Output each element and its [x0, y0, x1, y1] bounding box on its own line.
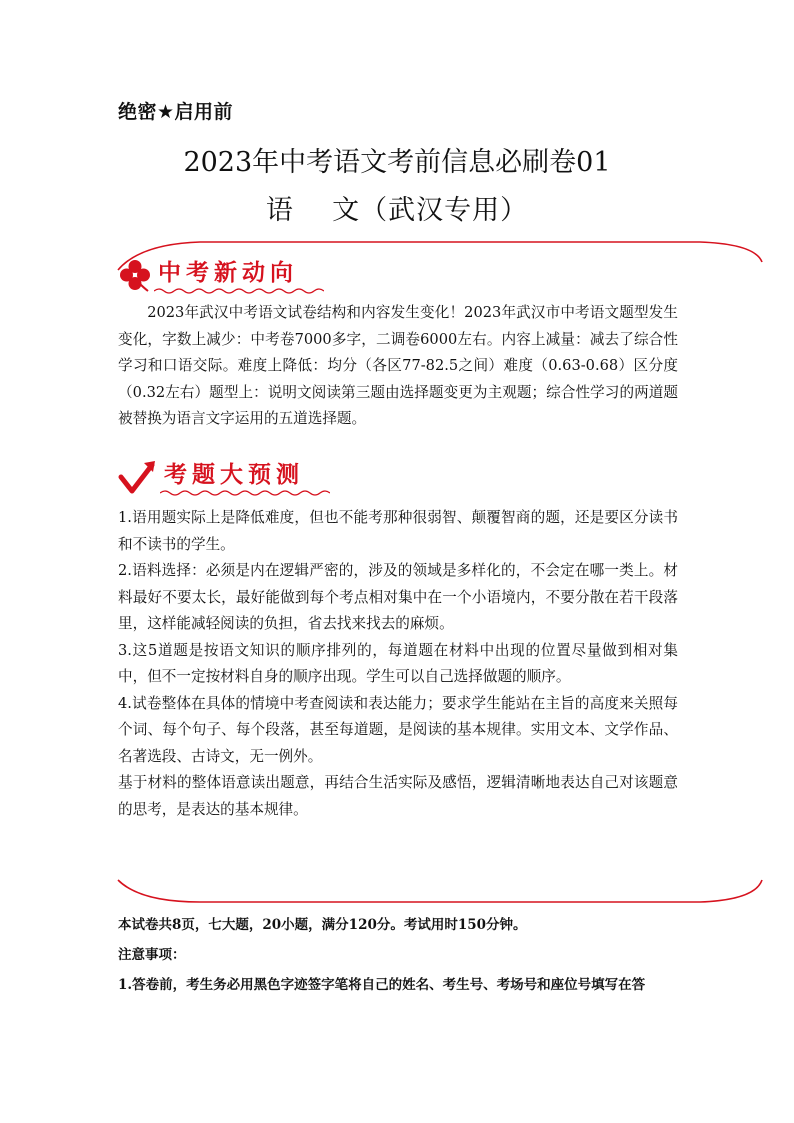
list-item: 4.试卷整体在具体的情境中考查阅读和表达能力；要求学生能站在主旨的高度来关照每个词、每个句子、每个段落，甚至每道题，是阅读的基本规律。实用文本、文学作品、名著选段、古诗文，无一例外。 [118, 694, 678, 765]
list-item: 1.语用题实际上是降低难度，但也不能考那种很弱智、颠覆智商的题，还是要区分读书和不读书的学生。 [118, 509, 678, 553]
notice-item: 1.答卷前，考生务必用黑色字迹签字笔将自己的姓名、考生号、考场号和座位号填写在答 [118, 977, 646, 993]
wavy-underline [160, 489, 330, 497]
section-title-predictions: 考题大预测 [164, 462, 304, 488]
clover-icon [118, 258, 152, 292]
page-subtitle: 语 文（武汉专用） [265, 195, 529, 226]
exam-instructions [118, 910, 678, 1000]
list-item: 基于材料的整体语意读出题意，再结合生活实际及感悟，逻辑清晰地表达自己对该题意的思考，是表达的基本规律。 [118, 774, 678, 818]
section-header-trends [118, 254, 324, 295]
list-item: 2.语料选择：必须是内在逻辑严密的，涉及的领域是多样化的，不会定在哪一类上。材料最好不要太长，最好能做到每个考点相对集中在一个小语境内，不要分散在若干段落里，这样能减轻阅读的负担，省去找来找去的麻烦。 [118, 562, 678, 632]
trends-paragraph: 2023年武汉中考语文试卷结构和内容发生变化！2023年武汉市中考语文题型发生变化，字数上减少：中考卷7000多字，二调卷6000左右。内容上减量：减去了综合性学习和口语交际。难度上降低：均分（各区77-82.5之间）难度（0.63-0.68）区分度（0.32左右）题型上：说明文阅读第三题由选择题变更为主观题；综合性学习的两道题被替换为语言文字运用的五道选择题。 [118, 304, 678, 427]
prediction-list [118, 505, 678, 823]
frame-bottom-curve [118, 880, 762, 902]
section-title-trends: 中考新动向 [158, 260, 298, 286]
wavy-underline [154, 287, 324, 295]
check-arrow-icon [118, 459, 158, 495]
confidential-label: 绝密★启用前 [118, 101, 234, 123]
page-title: 2023年中考语文考前信息必刷卷01 [183, 147, 611, 178]
section-header-predictions [118, 456, 330, 497]
exam-summary: 本试卷共8页，七大题，20小题，满分120分。考试用时150分钟。 [118, 917, 527, 933]
list-item: 3.这5道题是按语文知识的顺序排列的，每道题在材料中出现的位置尽量做到相对集中，但不一定按材料自身的顺序出现。学生可以自己选择做题的顺序。 [118, 641, 678, 685]
notice-title: 注意事项： [118, 947, 186, 963]
